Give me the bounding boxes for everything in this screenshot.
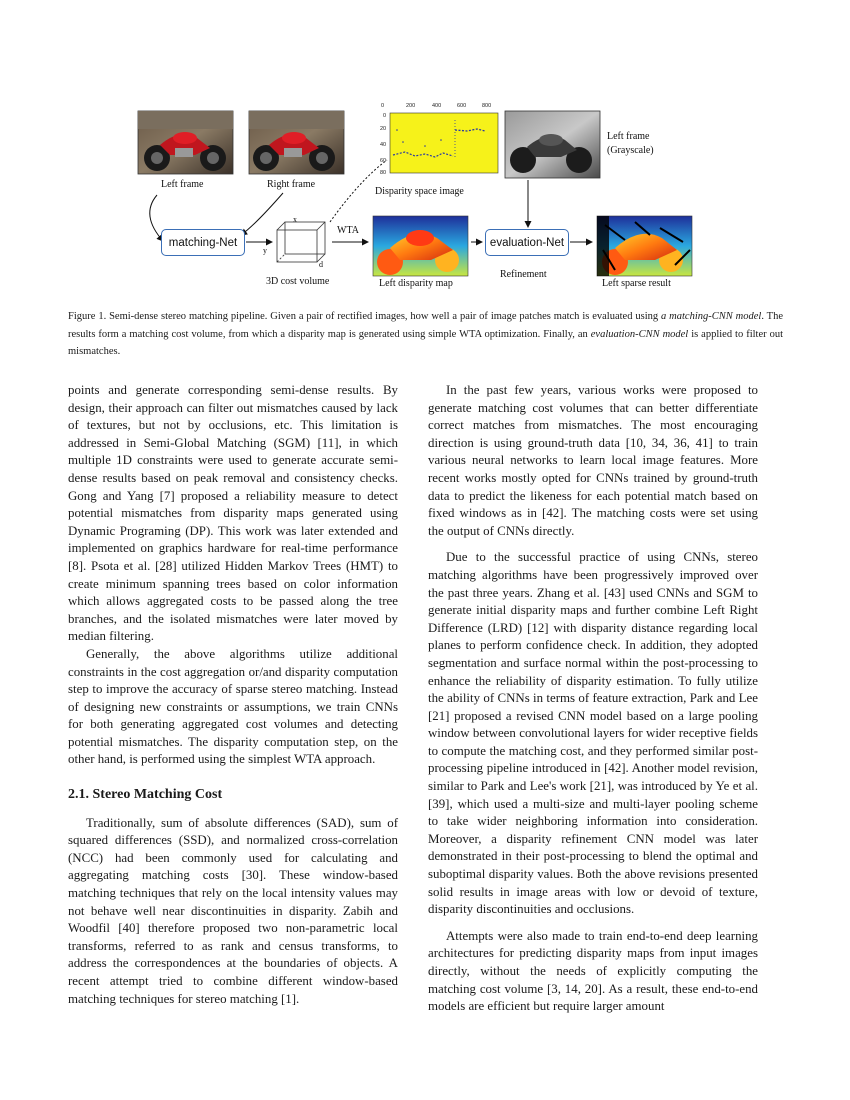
paragraph: points and generate corresponding semi-dense results. By design, their approach can filter out mismatches caused by lack of textures, but not by occlusions, etc. This limitation is addressed in Semi-Global Matching (SGM) [11], in which multiple 1D constraints were used to generate accurate semi-dense results based on peak removal and consistency checks. Gong and Yang [7] proposed a reliability measure to detect potential mismatches from disparity maps generated using Dynamic Programing (DP). This work was later extended and implemented on graphics hardware for real-time performance [8]. Psota et al. [28] utilized Hidden Markov Trees (HMT) to create minimum spanning trees based on color information which allows aggregated costs to be passed along the tree branches, and the isolated mismatches were later moved by median filtering. — [68, 383, 398, 644]
left-frame-grayscale-image — [505, 111, 600, 178]
paragraph: In the past few years, various works were proposed to generate matching cost volumes that can better differentiate correct matches from mismatches. The most encouraging direction is using ground-truth data [10, 34, 36, 41] to train various neural networks to learn local image features. More recent works mostly opted for CNNs trained by ground-truth data to predict the likeness for each potential match based on fixed windows as in [42]. The matching costs were set using the output of CNNs directly. — [428, 383, 758, 538]
label-left-frame: Left frame — [161, 179, 204, 190]
paragraph: Traditionally, sum of absolute differences (SAD), sum of squared differences (SSD), and normalized cross-correlation (NCC) had been commonly used for calculating and aggregating matching costs [30]. These window-based matching techniques that rely on the local intensity values may not behave well near discontinuities in disparity. Zabih and Woodfil [40] therefore proposed two non-parametric local transforms, referred to as rank and census transforms, to address the correspondences at the boundaries of objects. A recent attempt tried to combine different window-based matching techniques for stereo matching [1]. — [68, 815, 398, 1006]
left-sparse-result-image — [597, 216, 692, 276]
right-column — [428, 382, 758, 1016]
dsi-tick-y: 60 — [380, 158, 387, 164]
cost-volume-cube — [277, 222, 325, 262]
figure-diagram — [135, 100, 715, 300]
dsi-tick-x: 800 — [482, 103, 492, 109]
caption-text: Figure 1. Semi-dense stereo matching pipeline. Given a pair of rectified images, how well a pair of image patches match is evaluated using — [68, 311, 662, 322]
label-left-frame-gray: Left frame — [607, 131, 650, 142]
disparity-space-image — [390, 113, 498, 173]
dsi-tick-y: 0 — [383, 113, 387, 119]
dsi-tick-y: 40 — [380, 142, 387, 148]
section-heading: 2.1. Stereo Matching Cost — [68, 787, 223, 803]
left-disparity-map-image — [373, 216, 468, 276]
figure-1 — [135, 100, 715, 300]
right-frame-image — [249, 111, 344, 174]
caption-text: is applied to filter out mismatches. — [68, 328, 783, 357]
evaluation-net-box: evaluation-Net — [485, 229, 569, 256]
left-frame-image — [138, 111, 233, 174]
label-cost-volume: 3D cost volume — [266, 276, 330, 287]
left-column — [68, 382, 398, 1008]
paragraph: Attempts were also made to train end-to-end deep learning architectures for predicting disparity maps from input images directly, without the needs of explicitly computing the matching cost volume [3, 14, 20]. As a result, these end-to-end models are efficient but require larger amount — [428, 928, 758, 1014]
caption-emphasis: a matching-CNN model — [661, 311, 762, 322]
dsi-tick-x: 600 — [457, 103, 467, 109]
label-wta: WTA — [337, 225, 359, 236]
caption-text: . The results form a matching cost volume, from which a disparity map is generated using simple WTA optimization. Finally, an — [68, 311, 784, 340]
label-left-sparse: Left sparse result — [602, 278, 671, 289]
label-refinement: Refinement — [500, 269, 547, 280]
label-axis-d: d — [319, 260, 323, 269]
matching-net-box: matching-Net — [161, 229, 245, 256]
paragraph: Generally, the above algorithms utilize additional constraints in the cost aggregation or/and disparity computation step to improve the accuracy of sparse stereo matching. Instead of designing new constraints or assumptions, we train CNNs for both generating aggregated cost volumes and detecting potential mismatches. The disparity computation step, on the other hand, is performed using the simplest WTA approach. — [68, 646, 398, 767]
figure-caption — [68, 308, 783, 361]
dsi-tick-x: 400 — [432, 103, 442, 109]
dsi-tick-y: 80 — [380, 170, 387, 176]
label-disparity-space: Disparity space image — [375, 186, 464, 197]
label-left-disparity: Left disparity map — [379, 278, 453, 289]
paragraph: Due to the successful practice of using CNNs, stereo matching algorithms have been progressively improved over the past three years. Zhang et al. [43] used CNNs and SGM to generate initial disparity maps and further combine Left Right Difference (LRD) [12] with disparity distance regarding local planes to perform confidence check. In addition, they adopted segmentation and surface normal within the post-processing to enhance the reliability of disparity estimation. To fully utilize the ability of CNNs in terms of feature extraction, Park and Lee [21] proposed a revised CNN model based on a large pooling window between convolutional layers for wider receptive fields to compute the matching cost, and they performed similar post-processing pipeline introduced in [42]. Another model revision, similar to Park and Lee's work [21], was introduced by Ye et al. [39], which used a multi-size and multi-layer pooling scheme to take wider neighboring information into consideration. Moreover, a disparity refinement CNN model was later demonstrated in their post-processing to blend the optimal and suboptimal disparity values. Both the above revisions presented solid results in image areas with low or devoid of texture, disparity discontinuities and occlusions. — [428, 550, 758, 917]
label-grayscale: (Grayscale) — [607, 145, 654, 156]
caption-emphasis: evaluation-CNN model — [590, 328, 689, 340]
label-axis-y: y — [263, 246, 267, 255]
label-axis-x: x — [293, 215, 297, 224]
dsi-tick-y: 20 — [380, 126, 387, 132]
dsi-tick-x: 0 — [381, 103, 385, 109]
label-right-frame: Right frame — [267, 179, 316, 190]
dsi-tick-x: 200 — [406, 103, 416, 109]
